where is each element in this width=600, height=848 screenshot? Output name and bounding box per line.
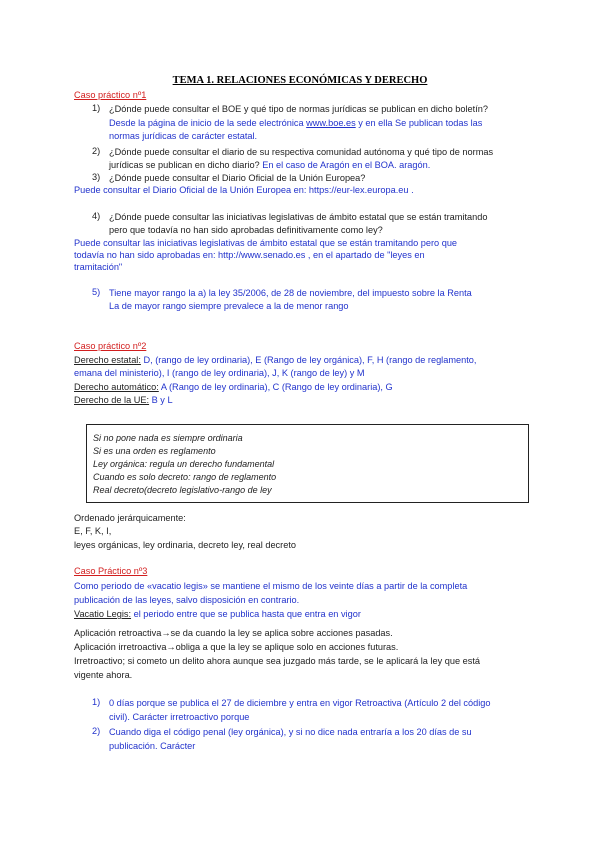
a4-line3: tramitación" <box>74 262 123 272</box>
q5-number: 5) <box>92 287 101 297</box>
note-line: Ley orgánica: regula un derecho fundamental <box>93 459 275 469</box>
irretroactivo-line1: Irretroactivo; si cometo un delito ahora aunque sea juzgado más tarde, se le aplicará la ley que está <box>74 656 481 666</box>
a4-line2: todavía no han sido aprobadas en: http://www.senado.es , en el apartado de "leyes en <box>74 250 425 260</box>
vacatio-p1-line1: Como periodo de «vacatio legis» se mantiene el mismo de los veinte días a partir de la completa <box>74 581 468 591</box>
estatal-label: Derecho estatal: <box>74 355 141 365</box>
vacatio-label: Vacatio Legis: <box>74 609 132 619</box>
page-title: TEMA 1. RELACIONES ECONÓMICAS Y DERECHO <box>172 75 428 86</box>
automatico-line <box>74 381 393 393</box>
ue-line <box>74 394 173 406</box>
notes-box <box>86 424 529 503</box>
a1-line1 <box>109 117 482 129</box>
irretroactivo-line2: vigente ahora. <box>74 670 133 680</box>
q4-line2: pero que todavía no han sido aprobadas definitivamente como ley? <box>109 225 383 235</box>
ordenado-types: leyes orgánicas, ley ordinaria, decreto ley, real decreto <box>74 540 296 550</box>
item2-number: 2) <box>92 726 101 736</box>
item1-number: 1) <box>92 697 101 707</box>
case3-heading: Caso Práctico nº3 <box>74 566 148 576</box>
item2-line1: Cuando diga el código penal (ley orgánica), y si no dice nada entraría a los 20 días de su <box>109 727 472 737</box>
estatal-line2: emana del ministerio), I (rango de ley ordinaria), J, K (rango de ley) y M <box>74 368 365 378</box>
q2-line2-question: jurídicas se publican en dicho diario? <box>109 160 260 170</box>
q5-line2: La de mayor rango siempre prevalece a la de menor rango <box>109 301 349 311</box>
q5-line1: Tiene mayor rango la a) la ley 35/2006, de 28 de noviembre, del impuesto sobre la Renta <box>109 288 472 298</box>
ue-text: B y L <box>149 395 173 405</box>
q2-line2 <box>109 159 430 171</box>
case2-heading: Caso práctico nº2 <box>74 341 147 351</box>
q1-number: 1) <box>92 103 101 113</box>
estatal-text: D, (rango de ley ordinaria), E (Rango de ley orgánica), F, H (rango de reglamento, <box>140 355 477 365</box>
a1-line1-post: y en ella Se publican todas las <box>355 118 483 128</box>
boe-link[interactable]: www.boe.es <box>306 118 356 128</box>
note-line: Real decreto(decreto legislativo-rango de ley <box>93 485 272 495</box>
ordenado-label: Ordenado jerárquicamente: <box>74 513 186 523</box>
a1-line1-pre: Desde la página de inicio de la sede electrónica <box>109 118 307 128</box>
q4-number: 4) <box>92 211 101 221</box>
note-line: Si no pone nada es siempre ordinaria <box>93 433 243 443</box>
q2-answer: En el caso de Aragón en el BOA. aragón. <box>259 160 431 170</box>
q3-text: ¿Dónde puede consultar el Diario Oficial de la Unión Europea? <box>109 173 366 183</box>
item1-line1: 0 días porque se publica el 27 de diciembre y entra en vigor Retroactiva (Artículo 2 del código <box>109 698 491 708</box>
ordenado-list: E, F, K, I, <box>74 526 112 536</box>
note-line: Si es una orden es reglamento <box>93 446 216 456</box>
irretroactiva-text: Aplicación irretroactiva→obliga a que la ley se aplique solo en acciones futuras. <box>74 642 399 652</box>
case1-heading: Caso práctico nº1 <box>74 90 147 100</box>
q2-line1: ¿Dónde puede consultar el diario de su respectiva comunidad autónoma y qué tipo de normas <box>109 147 494 157</box>
note-line: Cuando es solo decreto: rango de reglamento <box>93 472 277 482</box>
automatico-label: Derecho automático: <box>74 382 159 392</box>
item2-line2: publicación. Carácter <box>109 741 196 751</box>
vacatio-text: el periodo entre que se publica hasta que entra en vigor <box>131 609 361 619</box>
a3-text: Puede consultar el Diario Oficial de la Unión Europea en: https://eur-lex.europa.eu . <box>74 185 414 195</box>
q3-number: 3) <box>92 172 101 182</box>
ue-label: Derecho de la UE: <box>74 395 150 405</box>
automatico-text: A (Rango de ley ordinaria), C (Rango de ley ordinaria), G <box>158 382 393 392</box>
q1-text: ¿Dónde puede consultar el BOE y qué tipo de normas jurídicas se publican en dicho boletín? <box>109 104 488 114</box>
item1-line2: civil). Carácter irretroactivo porque <box>109 712 250 722</box>
q2-number: 2) <box>92 146 101 156</box>
retroactiva-text: Aplicación retroactiva→se da cuando la ley se aplica sobre acciones pasadas. <box>74 628 393 638</box>
vacatio-definition <box>74 608 361 620</box>
a4-line1: Puede consultar las iniciativas legislativas de ámbito estatal que se están tramitando pero que <box>74 238 458 248</box>
q4-line1: ¿Dónde puede consultar las iniciativas legislativas de ámbito estatal que se están tramitando <box>109 212 488 222</box>
estatal-line1 <box>74 354 476 366</box>
vacatio-p1-line2: publicación de las leyes, salvo disposición en contrario. <box>74 595 300 605</box>
a1-line2: normas jurídicas de carácter estatal. <box>109 131 258 141</box>
